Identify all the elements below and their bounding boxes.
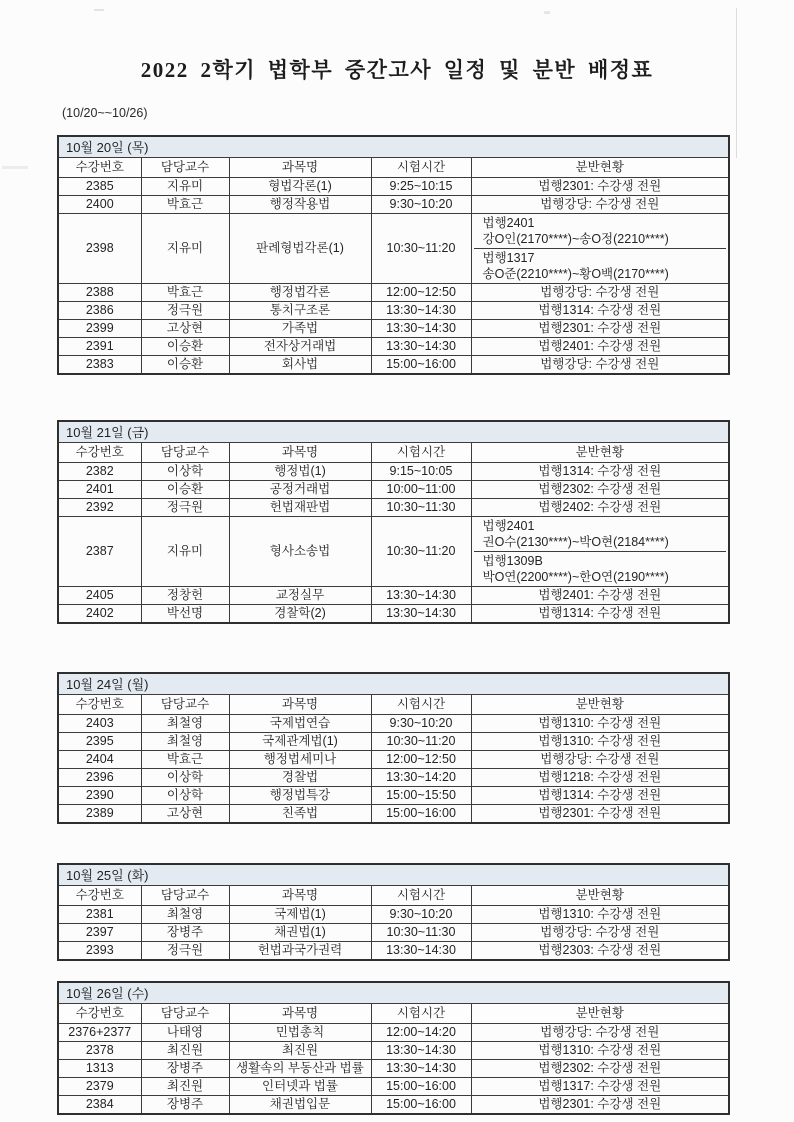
cell-professor: 정창헌 bbox=[141, 587, 229, 605]
cell-code: 2389 bbox=[58, 805, 141, 824]
column-header-assignment: 분반현황 bbox=[471, 1004, 729, 1024]
cell-subject: 인터넷과 법률 bbox=[229, 1078, 371, 1096]
table-row bbox=[58, 769, 729, 787]
cell-time: 10:30~11:20 bbox=[371, 517, 471, 587]
table-row bbox=[58, 787, 729, 805]
cell-assignment: 법행1317: 수강생 전원 bbox=[471, 1078, 729, 1096]
table-date-label: 10월 20일 (목) bbox=[58, 136, 729, 158]
table-row bbox=[58, 1042, 729, 1060]
table-header-row bbox=[58, 158, 729, 178]
column-header-time: 시험시간 bbox=[371, 1004, 471, 1024]
cell-code: 2381 bbox=[58, 906, 141, 924]
cell-code: 2384 bbox=[58, 1096, 141, 1115]
cell-code: 2397 bbox=[58, 924, 141, 942]
cell-time: 13:30~14:30 bbox=[371, 1060, 471, 1078]
cell-time: 12:00~12:50 bbox=[371, 284, 471, 302]
table-date-row bbox=[58, 673, 729, 695]
cell-time: 13:30~14:30 bbox=[371, 302, 471, 320]
column-header-professor: 담당교수 bbox=[141, 158, 229, 178]
cell-time: 10:30~11:20 bbox=[371, 733, 471, 751]
cell-code: 2393 bbox=[58, 942, 141, 961]
table-header-row bbox=[58, 1004, 729, 1024]
cell-time: 13:30~14:30 bbox=[371, 320, 471, 338]
column-header-professor: 담당교수 bbox=[141, 1004, 229, 1024]
table-row bbox=[58, 733, 729, 751]
table-date-row bbox=[58, 421, 729, 443]
cell-time: 15:00~15:50 bbox=[371, 787, 471, 805]
room-label: 법행2401 bbox=[482, 216, 535, 230]
cell-subject: 민법총칙 bbox=[229, 1024, 371, 1042]
cell-assignment: 법행강당: 수강생 전원 bbox=[471, 751, 729, 769]
cell-assignment: 법행강당: 수강생 전원 bbox=[471, 1024, 729, 1042]
cell-assignment: 법행2402: 수강생 전원 bbox=[471, 499, 729, 517]
cell-assignment: 법행2401: 수강생 전원 bbox=[471, 338, 729, 356]
table-row bbox=[58, 587, 729, 605]
cell-professor: 나태영 bbox=[141, 1024, 229, 1042]
cell-subject: 행정법특강 bbox=[229, 787, 371, 805]
column-header-code: 수강번호 bbox=[58, 443, 141, 463]
cell-time: 9:30~10:20 bbox=[371, 906, 471, 924]
table-row bbox=[58, 302, 729, 320]
cell-assignment bbox=[471, 214, 729, 284]
cell-professor: 지유미 bbox=[141, 517, 229, 587]
cell-code: 2395 bbox=[58, 733, 141, 751]
column-header-professor: 담당교수 bbox=[141, 886, 229, 906]
cell-time: 15:00~16:00 bbox=[371, 356, 471, 375]
cell-subject: 헌법재판법 bbox=[229, 499, 371, 517]
column-header-time: 시험시간 bbox=[371, 695, 471, 715]
column-header-assignment: 분반현황 bbox=[471, 443, 729, 463]
cell-subject: 전자상거래법 bbox=[229, 338, 371, 356]
cell-code: 2403 bbox=[58, 715, 141, 733]
cell-professor: 이승환 bbox=[141, 356, 229, 375]
cell-subject: 경찰법 bbox=[229, 769, 371, 787]
cell-professor: 박효근 bbox=[141, 751, 229, 769]
scan-artifact bbox=[2, 166, 28, 169]
cell-subject: 생활속의 부동산과 법률 bbox=[229, 1060, 371, 1078]
cell-assignment bbox=[471, 517, 729, 587]
cell-assignment: 법행강당: 수강생 전원 bbox=[471, 196, 729, 214]
column-header-assignment: 분반현황 bbox=[471, 695, 729, 715]
table-date-label: 10월 21일 (금) bbox=[58, 421, 729, 443]
cell-assignment: 법행1314: 수강생 전원 bbox=[471, 787, 729, 805]
table-row bbox=[58, 338, 729, 356]
table-row bbox=[58, 715, 729, 733]
cell-professor: 지유미 bbox=[141, 178, 229, 196]
table-row bbox=[58, 517, 729, 587]
cell-code: 2388 bbox=[58, 284, 141, 302]
cell-subject: 행정법각론 bbox=[229, 284, 371, 302]
column-header-assignment: 분반현황 bbox=[471, 886, 729, 906]
cell-professor: 이승환 bbox=[141, 481, 229, 499]
cell-professor: 정극원 bbox=[141, 302, 229, 320]
cell-subject: 형사소송법 bbox=[229, 517, 371, 587]
cell-professor: 최철영 bbox=[141, 715, 229, 733]
cell-professor: 고상현 bbox=[141, 320, 229, 338]
scan-artifact bbox=[736, 8, 737, 158]
cell-time: 12:00~12:50 bbox=[371, 751, 471, 769]
table-date-label: 10월 25일 (화) bbox=[58, 864, 729, 886]
column-header-time: 시험시간 bbox=[371, 886, 471, 906]
cell-professor: 박선명 bbox=[141, 605, 229, 624]
cell-code: 2400 bbox=[58, 196, 141, 214]
table-row bbox=[58, 942, 729, 961]
column-header-code: 수강번호 bbox=[58, 1004, 141, 1024]
cell-assignment: 법행1314: 수강생 전원 bbox=[471, 463, 729, 481]
cell-professor: 최진원 bbox=[141, 1042, 229, 1060]
cell-professor: 장병주 bbox=[141, 924, 229, 942]
cell-subject: 회사법 bbox=[229, 356, 371, 375]
cell-professor: 정극원 bbox=[141, 499, 229, 517]
table-row bbox=[58, 356, 729, 375]
column-header-subject: 과목명 bbox=[229, 443, 371, 463]
cell-professor: 최진원 bbox=[141, 1078, 229, 1096]
cell-professor: 고상현 bbox=[141, 805, 229, 824]
cell-assignment: 법행2303: 수강생 전원 bbox=[471, 942, 729, 961]
table-date-row bbox=[58, 136, 729, 158]
column-header-code: 수강번호 bbox=[58, 886, 141, 906]
cell-assignment: 법행2301: 수강생 전원 bbox=[471, 178, 729, 196]
table-row bbox=[58, 1096, 729, 1115]
cell-code: 2387 bbox=[58, 517, 141, 587]
column-header-time: 시험시간 bbox=[371, 158, 471, 178]
cell-assignment: 법행2401: 수강생 전원 bbox=[471, 587, 729, 605]
table-header-row bbox=[58, 695, 729, 715]
cell-assignment: 법행2302: 수강생 전원 bbox=[471, 1060, 729, 1078]
cell-subject: 친족법 bbox=[229, 805, 371, 824]
table-row bbox=[58, 463, 729, 481]
cell-code: 2398 bbox=[58, 214, 141, 284]
cell-code: 2392 bbox=[58, 499, 141, 517]
cell-professor: 장병주 bbox=[141, 1096, 229, 1115]
assignment-subcell bbox=[474, 248, 727, 283]
student-range-label: 송O준(2210****)~황O백(2170****) bbox=[482, 267, 669, 281]
cell-subject: 통치구조론 bbox=[229, 302, 371, 320]
room-label: 법행2401 bbox=[482, 519, 535, 533]
cell-professor: 이상학 bbox=[141, 463, 229, 481]
cell-professor: 지유미 bbox=[141, 214, 229, 284]
cell-time: 10:30~11:30 bbox=[371, 499, 471, 517]
cell-subject: 경찰학(2) bbox=[229, 605, 371, 624]
table-row bbox=[58, 214, 729, 284]
cell-time: 9:25~10:15 bbox=[371, 178, 471, 196]
cell-assignment: 법행강당: 수강생 전원 bbox=[471, 356, 729, 375]
cell-subject: 행정법세미나 bbox=[229, 751, 371, 769]
table-date-label: 10월 24일 (월) bbox=[58, 673, 729, 695]
cell-time: 13:30~14:30 bbox=[371, 605, 471, 624]
cell-assignment: 법행1314: 수강생 전원 bbox=[471, 605, 729, 624]
cell-assignment: 법행1314: 수강생 전원 bbox=[471, 302, 729, 320]
cell-time: 15:00~16:00 bbox=[371, 805, 471, 824]
cell-subject: 국제법(1) bbox=[229, 906, 371, 924]
column-header-subject: 과목명 bbox=[229, 695, 371, 715]
cell-time: 10:30~11:20 bbox=[371, 214, 471, 284]
cell-professor: 이승환 bbox=[141, 338, 229, 356]
cell-time: 15:00~16:00 bbox=[371, 1078, 471, 1096]
exam-table-day-1 bbox=[57, 135, 730, 375]
assignment-subcell bbox=[474, 517, 727, 551]
date-range-label: (10/20~~10/26) bbox=[62, 106, 148, 120]
column-header-assignment: 분반현황 bbox=[471, 158, 729, 178]
cell-time: 10:00~11:00 bbox=[371, 481, 471, 499]
cell-subject: 채권법(1) bbox=[229, 924, 371, 942]
column-header-time: 시험시간 bbox=[371, 443, 471, 463]
exam-table-day-5 bbox=[57, 981, 730, 1115]
cell-subject: 헌법과국가권력 bbox=[229, 942, 371, 961]
table-row bbox=[58, 499, 729, 517]
cell-subject: 교정실무 bbox=[229, 587, 371, 605]
column-header-subject: 과목명 bbox=[229, 886, 371, 906]
cell-time: 13:30~14:30 bbox=[371, 1042, 471, 1060]
exam-table-day-3 bbox=[57, 672, 730, 824]
cell-code: 2402 bbox=[58, 605, 141, 624]
column-header-professor: 담당교수 bbox=[141, 695, 229, 715]
cell-subject: 최진원 bbox=[229, 1042, 371, 1060]
cell-professor: 장병주 bbox=[141, 1060, 229, 1078]
exam-tables bbox=[57, 135, 728, 1115]
cell-code: 2383 bbox=[58, 356, 141, 375]
cell-time: 13:30~14:30 bbox=[371, 942, 471, 961]
table-date-label: 10월 26일 (수) bbox=[58, 982, 729, 1004]
cell-code: 2405 bbox=[58, 587, 141, 605]
table-row bbox=[58, 178, 729, 196]
column-header-subject: 과목명 bbox=[229, 1004, 371, 1024]
column-header-professor: 담당교수 bbox=[141, 443, 229, 463]
cell-assignment: 법행1310: 수강생 전원 bbox=[471, 715, 729, 733]
cell-assignment: 법행2301: 수강생 전원 bbox=[471, 805, 729, 824]
cell-assignment: 법행1310: 수강생 전원 bbox=[471, 1042, 729, 1060]
table-row bbox=[58, 1060, 729, 1078]
table-row bbox=[58, 1078, 729, 1096]
table-row bbox=[58, 196, 729, 214]
cell-subject: 국제법연습 bbox=[229, 715, 371, 733]
cell-code: 2390 bbox=[58, 787, 141, 805]
cell-subject: 가족법 bbox=[229, 320, 371, 338]
student-range-label: 박O연(2200****)~한O연(2190****) bbox=[482, 570, 669, 584]
cell-assignment: 법행1310: 수강생 전원 bbox=[471, 906, 729, 924]
cell-assignment: 법행2301: 수강생 전원 bbox=[471, 1096, 729, 1115]
cell-professor: 박효근 bbox=[141, 284, 229, 302]
cell-code: 2404 bbox=[58, 751, 141, 769]
cell-assignment: 법행1218: 수강생 전원 bbox=[471, 769, 729, 787]
cell-code: 2379 bbox=[58, 1078, 141, 1096]
cell-code: 2382 bbox=[58, 463, 141, 481]
column-header-code: 수강번호 bbox=[58, 695, 141, 715]
cell-time: 15:00~16:00 bbox=[371, 1096, 471, 1115]
cell-subject: 국제관계법(1) bbox=[229, 733, 371, 751]
cell-subject: 판례형법각론(1) bbox=[229, 214, 371, 284]
cell-time: 9:30~10:20 bbox=[371, 196, 471, 214]
column-header-subject: 과목명 bbox=[229, 158, 371, 178]
cell-professor: 박효근 bbox=[141, 196, 229, 214]
table-date-row bbox=[58, 982, 729, 1004]
cell-time: 9:15~10:05 bbox=[371, 463, 471, 481]
cell-assignment: 법행2302: 수강생 전원 bbox=[471, 481, 729, 499]
student-range-label: 강O인(2170****)~송O정(2210****) bbox=[482, 232, 669, 246]
cell-subject: 행정법(1) bbox=[229, 463, 371, 481]
cell-time: 13:30~14:30 bbox=[371, 338, 471, 356]
table-date-row bbox=[58, 864, 729, 886]
cell-professor: 최철영 bbox=[141, 733, 229, 751]
cell-professor: 이상학 bbox=[141, 769, 229, 787]
cell-time: 13:30~14:20 bbox=[371, 769, 471, 787]
table-header-row bbox=[58, 886, 729, 906]
cell-subject: 채권법입문 bbox=[229, 1096, 371, 1115]
cell-code: 2399 bbox=[58, 320, 141, 338]
assignment-subcell bbox=[474, 214, 727, 248]
cell-code: 2385 bbox=[58, 178, 141, 196]
table-row bbox=[58, 320, 729, 338]
column-header-code: 수강번호 bbox=[58, 158, 141, 178]
cell-professor: 이상학 bbox=[141, 787, 229, 805]
cell-subject: 형법각론(1) bbox=[229, 178, 371, 196]
table-row bbox=[58, 906, 729, 924]
cell-code: 2376+2377 bbox=[58, 1024, 141, 1042]
assignment-subcell bbox=[474, 551, 727, 586]
table-row bbox=[58, 924, 729, 942]
room-label: 법행1317 bbox=[482, 251, 535, 265]
cell-assignment: 법행강당: 수강생 전원 bbox=[471, 284, 729, 302]
student-range-label: 권O수(2130****)~박O현(2184****) bbox=[482, 535, 669, 549]
cell-time: 9:30~10:20 bbox=[371, 715, 471, 733]
cell-subject: 행정작용법 bbox=[229, 196, 371, 214]
cell-professor: 정극원 bbox=[141, 942, 229, 961]
cell-professor: 최철영 bbox=[141, 906, 229, 924]
scan-artifact bbox=[544, 11, 550, 14]
cell-assignment: 법행2301: 수강생 전원 bbox=[471, 320, 729, 338]
exam-table-day-2 bbox=[57, 420, 730, 624]
cell-assignment: 법행강당: 수강생 전원 bbox=[471, 924, 729, 942]
cell-code: 2391 bbox=[58, 338, 141, 356]
cell-code: 1313 bbox=[58, 1060, 141, 1078]
cell-code: 2386 bbox=[58, 302, 141, 320]
cell-subject: 공정거래법 bbox=[229, 481, 371, 499]
cell-time: 13:30~14:30 bbox=[371, 587, 471, 605]
room-label: 법행1309B bbox=[482, 554, 543, 568]
cell-code: 2401 bbox=[58, 481, 141, 499]
table-row bbox=[58, 1024, 729, 1042]
exam-table-day-4 bbox=[57, 863, 730, 961]
table-header-row bbox=[58, 443, 729, 463]
cell-code: 2378 bbox=[58, 1042, 141, 1060]
table-row bbox=[58, 481, 729, 499]
scan-artifact bbox=[94, 9, 104, 11]
table-row bbox=[58, 284, 729, 302]
page-title: 2022 2학기 법학부 중간고사 일정 및 분반 배정표 bbox=[140, 58, 654, 82]
cell-assignment: 법행1310: 수강생 전원 bbox=[471, 733, 729, 751]
table-row bbox=[58, 805, 729, 824]
table-row bbox=[58, 605, 729, 624]
cell-code: 2396 bbox=[58, 769, 141, 787]
cell-time: 10:30~11:30 bbox=[371, 924, 471, 942]
table-row bbox=[58, 751, 729, 769]
cell-time: 12:00~14:20 bbox=[371, 1024, 471, 1042]
